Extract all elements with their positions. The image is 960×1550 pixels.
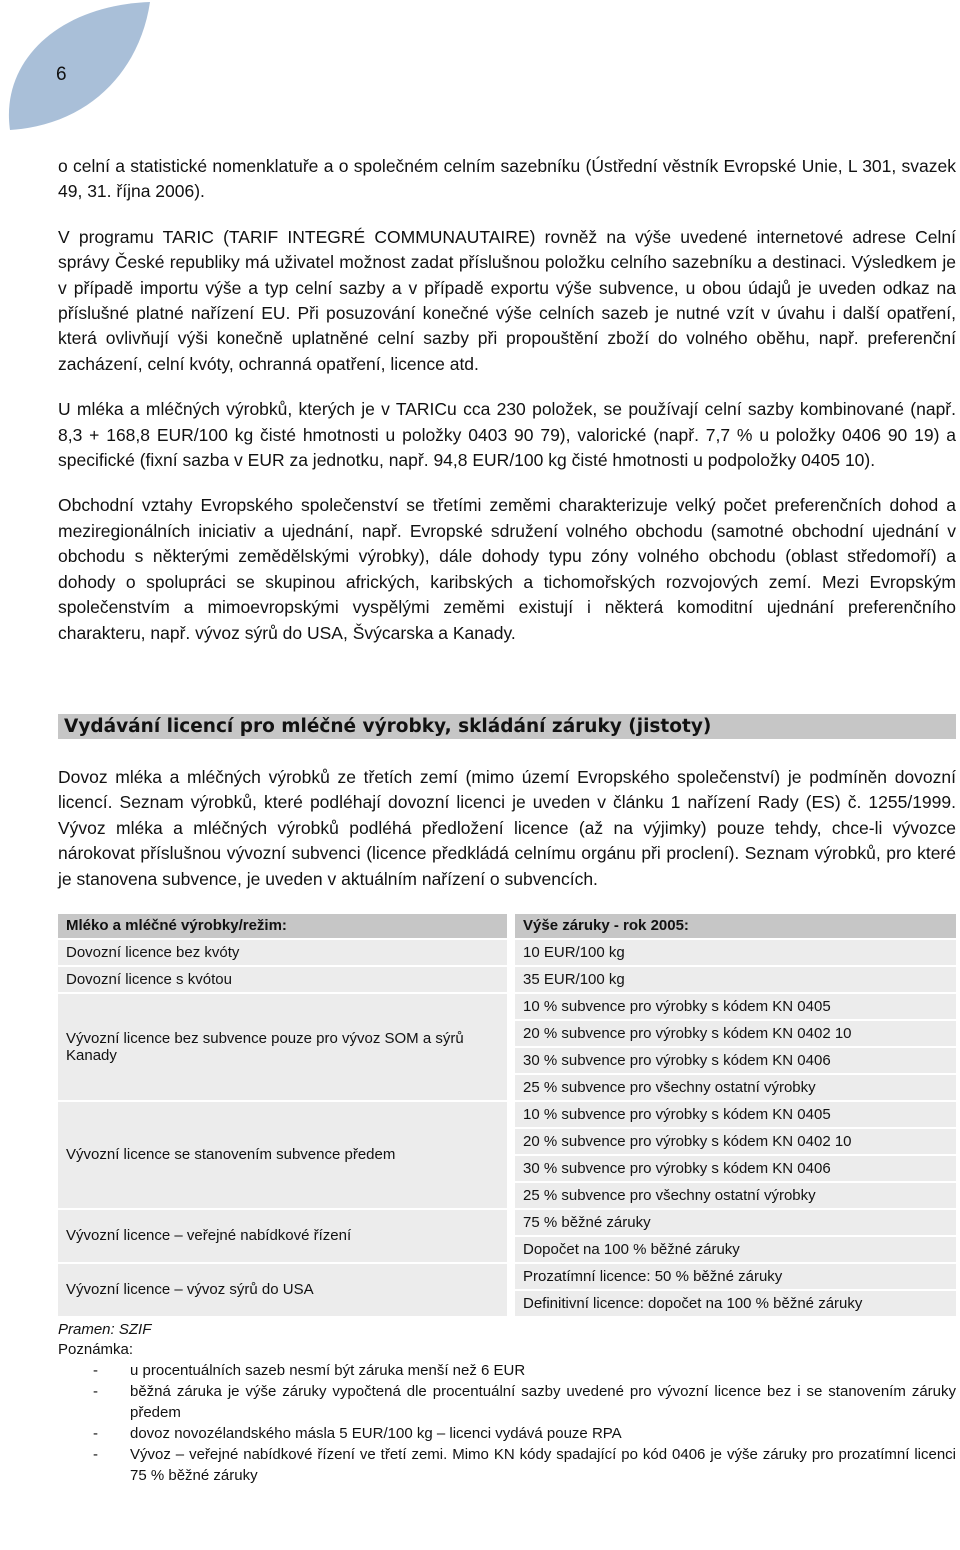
table-row (58, 940, 956, 965)
guarantee-table (58, 912, 956, 1318)
regime-cell: Vývozní licence – veřejné nabídkové řízení (58, 1210, 507, 1262)
column-header: Mléko a mléčné výrobky/režim: (58, 914, 507, 938)
notes-list (58, 1360, 956, 1486)
regime-cell: Vývozní licence se stanovením subvence předem (58, 1102, 507, 1208)
guarantee-cell: 25 % subvence pro všechny ostatní výrobky (515, 1075, 956, 1100)
section-paragraph: Dovoz mléka a mléčných výrobků ze třetích zemí (mimo území Evropského společenství) je podmíněn dovozní licencí. Seznam výrobků, které podléhají dovozní licenci je uveden v článku 1 nařízení Rady (ES) č. 1255/1999. Vývoz mléka a mléčných výrobků podléhá předložení licence (až na výjimky) pouze tehdy, chce-li vývozce nárokovat příslušnou vývozní subvenci (licence předkládá celnímu orgánu při proclení). Seznam výrobků, pro které je stanovena subvence, je uveden v aktuálním nařízení o subvencích. (58, 766, 956, 889)
note-text: dovoz novozélandského másla 5 EUR/100 kg – licenci vydává pouze RPA (130, 1424, 622, 1442)
paragraph: Obchodní vztahy Evropského společenství se třetími zeměmi charakterizuje velký počet preferenčních dohod a meziregionálních iniciativ a ujednání, např. Evropské sdružení volného obchodu (samotné obchodní ujednání v obchodu s některými zemědělskými výrobky), dále dohody typu zóny volného obchodu (oblast středomoří) a dohody o spolupráci se skupinou afrických, karibských a tichomořských rozvojových zemí. Mezi Evropským společenstvím a mimoevropskými vyspělými zeměmi existují i některá komoditní ujednání preferenčního charakteru, např. vývoz sýrů do USA, Švýcarska a Kanady. (58, 495, 956, 643)
note-text: u procentuálních sazeb nesmí být záruka menší než 6 EUR (130, 1361, 526, 1379)
column-header: Výše záruky - rok 2005: (515, 914, 956, 938)
regime-cell: Vývozní licence bez subvence pouze pro vývoz SOM a sýrů Kanady (58, 994, 507, 1100)
table-row (58, 994, 956, 1019)
note-text: Vývoz – veřejné nabídkové řízení ve třetí zemi. Mimo KN kódy spadající po kód 0406 je výše záruky pro prozatímní licenci 75 % běžné záruky (130, 1445, 956, 1484)
guarantee-cell: 75 % běžné záruky (515, 1210, 956, 1235)
notes-label: Poznámka: (58, 1340, 134, 1358)
guarantee-cell: 35 EUR/100 kg (515, 967, 956, 992)
list-item: - dovoz novozélandského másla 5 EUR/100 kg – licenci vydává pouze RPA (93, 1424, 622, 1442)
guarantee-cell: 20 % subvence pro výrobky s kódem KN 0402 10 (515, 1129, 956, 1154)
table-row (58, 1102, 956, 1127)
list-item: - Vývoz – veřejné nabídkové řízení ve třetí zemi. Mimo KN kódy spadající po kód 0406 je výše záruky pro prozatímní licenci 75 % běžné záruky (93, 1445, 956, 1484)
guarantee-cell: 30 % subvence pro výrobky s kódem KN 0406 (515, 1156, 956, 1181)
guarantee-cell: 10 % subvence pro výrobky s kódem KN 0405 (515, 994, 956, 1019)
page-number: 6 (56, 64, 67, 85)
note-text: běžná záruka je výše záruky vypočtená dle procentuální sazby uvedené pro vývozní licence bez i se stanovením záruky předem (130, 1382, 956, 1421)
guarantee-cell: Definitivní licence: dopočet na 100 % běžné záruky (515, 1291, 956, 1316)
table-row (58, 967, 956, 992)
source-note: Pramen: SZIF (58, 1320, 152, 1338)
table-row (58, 1264, 956, 1289)
guarantee-cell: 20 % subvence pro výrobky s kódem KN 0402 10 (515, 1021, 956, 1046)
guarantee-cell: Prozatímní licence: 50 % běžné záruky (515, 1264, 956, 1289)
guarantee-cell: 10 EUR/100 kg (515, 940, 956, 965)
leaf-decoration (0, 0, 160, 140)
table-row (58, 1210, 956, 1235)
table-header-row (58, 914, 956, 938)
paragraph: V programu TARIC (TARIF INTEGRÉ COMMUNAUTAIRE) rovněž na výše uvedené internetové adrese Celní správy České republiky má uživatel možnost zadat příslušnou položku celního sazebníku a destinaci. Výsledkem je v případě importu výše a typ celní sazby a v případě exportu výše subvence, u obou údajů je uveden odkaz na příslušné platné nařízení EU. Při posuzování konečné výše celních sazeb je nutné vzít v úvahu i další opatření, která ovlivňují výši konečně uplatněné celní sazby při propouštění zboží do volného oběhu, např. preferenční zacházení, celní kvóty, ochranná opatření, licence atd. (58, 226, 956, 374)
page-content (58, 154, 956, 1486)
guarantee-cell: 30 % subvence pro výrobky s kódem KN 0406 (515, 1048, 956, 1073)
paragraph: U mléka a mléčných výrobků, kterých je v TARICu cca 230 položek, se používají celní sazby kombinované (např. 8,3 + 168,8 EUR/100 kg čisté hmotnosti u položky 0403 90 79), valorické (např. 7,7 % u položky 0406 90 19) a specifické (fixní sazba v EUR za jednotku, např. 94,8 EUR/100 kg čisté hmotnosti u podpoložky 0405 10). (58, 399, 956, 471)
regime-cell: Dovozní licence bez kvóty (58, 940, 507, 965)
paragraph: o celní a statistické nomenklatuře a o společném celním sazebníku (Ústřední věstník Evropské Unie, L 301, svazek 49, 31. října 2006). (58, 156, 956, 202)
regime-cell: Vývozní licence – vývoz sýrů do USA (58, 1264, 507, 1316)
regime-cell: Dovozní licence s kvótou (58, 967, 507, 992)
guarantee-cell: 10 % subvence pro výrobky s kódem KN 0405 (515, 1102, 956, 1127)
list-item: - u procentuálních sazeb nesmí být záruka menší než 6 EUR (93, 1361, 526, 1379)
section-heading: Vydávání licencí pro mléčné výrobky, skládání záruky (jistoty) (58, 714, 956, 739)
guarantee-cell: 25 % subvence pro všechny ostatní výrobky (515, 1183, 956, 1208)
list-item: - běžná záruka je výše záruky vypočtená dle procentuální sazby uvedené pro vývozní licence bez i se stanovením záruky předem (93, 1382, 956, 1421)
guarantee-cell: Dopočet na 100 % běžné záruky (515, 1237, 956, 1262)
